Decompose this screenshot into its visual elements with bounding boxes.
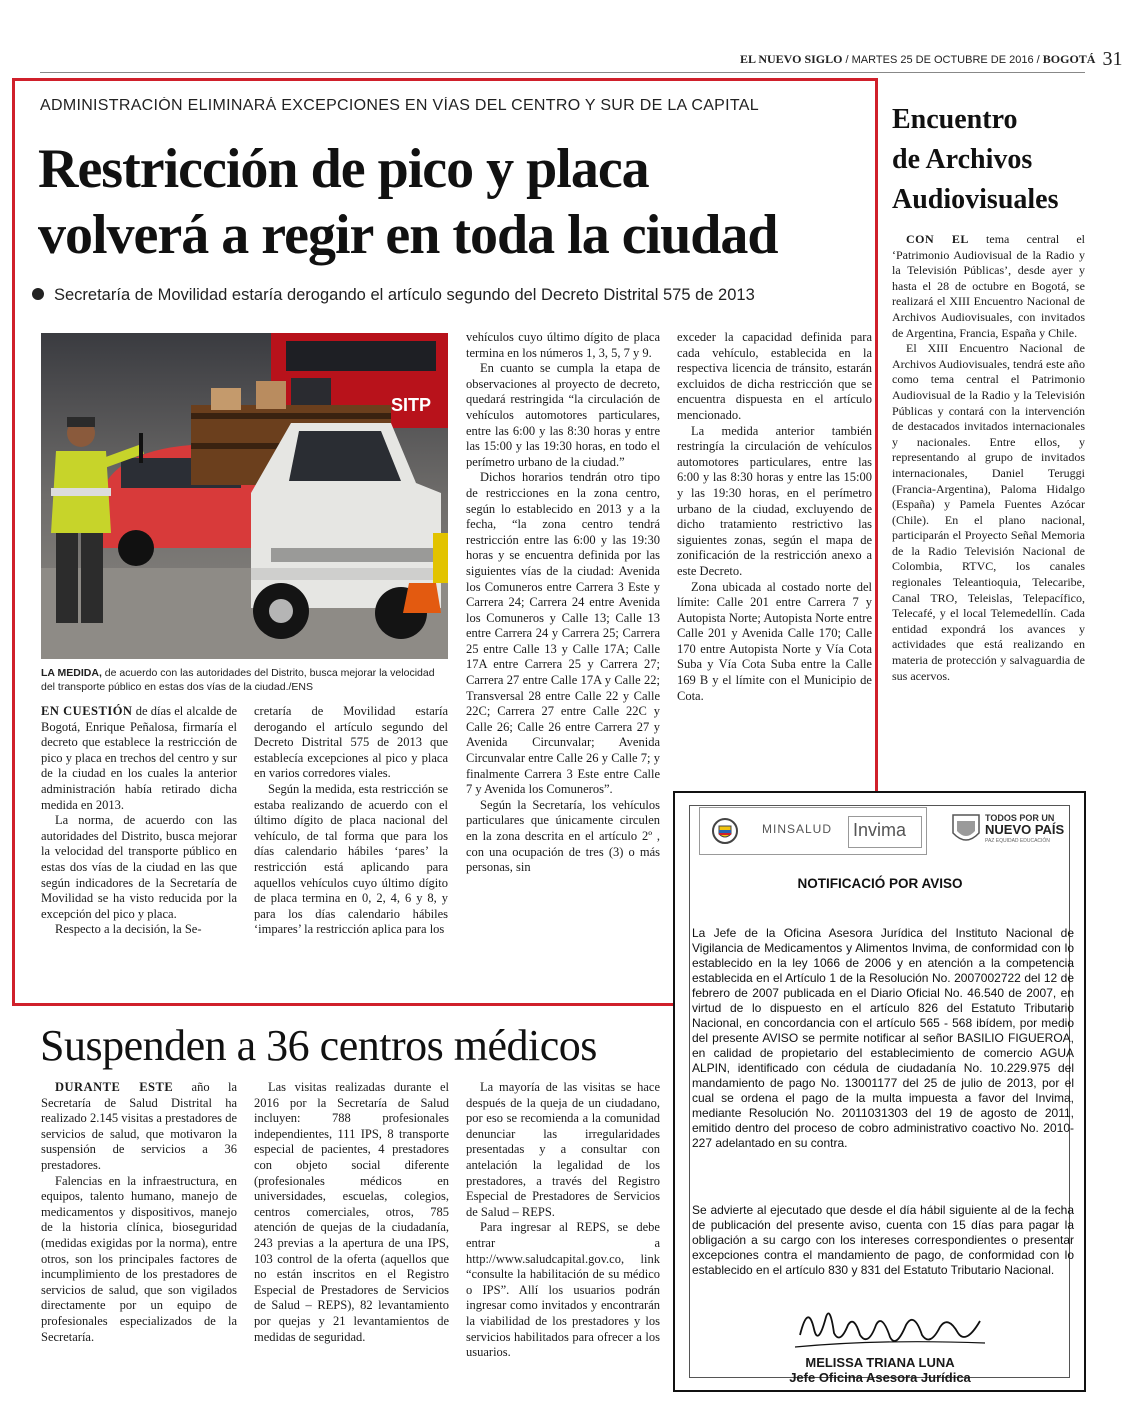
government-shield-icon	[951, 813, 981, 847]
article-headline	[38, 136, 868, 268]
masthead-section: BOGOTÁ	[1042, 52, 1096, 66]
newspaper-name: EL NUEVO SIGLO	[740, 52, 843, 66]
paragraph: La medida anterior también restringía la circulación de vehículos automotores particulares, entre las 6:00 y las 8:30 horas y entre las 15:00 y las 19:30 horas, en el perímetro urbano de la ciudad, excluyendo de dicho tratamiento restrictivo las siguientes zonas, según el mapa de zonificación de la restricción anexo a este Decreto.	[677, 423, 872, 578]
photo-caption	[41, 666, 448, 694]
paragraph: vehículos cuyo último dígito de placa termina en los números 1, 3, 5, 7 y 9.	[466, 330, 660, 360]
notice-title: NOTIFICACIÓ POR AVISO	[797, 876, 963, 891]
traffic-photo-illustration	[41, 333, 448, 659]
article-column-3	[466, 330, 660, 876]
masthead	[740, 48, 1123, 72]
paragraph: La mayoría de las visitas se hace después de la queja de un ciudadano, por eso se recomienda a la comunidad denunciar las irregularidades presentadas y a consultar con antelación la legalidad de los prestadores, a través del Registro Especial de Prestadores de Servicios de Salud – REPS.	[466, 1080, 660, 1219]
paragraph: cretaría de Movilidad estaría derogando el artículo segundo del Decreto Distrital 575 de 2013 que establecía excepciones al pico y placa en varios corredores viales.	[254, 704, 448, 781]
government-logo: TODOS POR UN NUEVO PAÍS PAZ EQUIDAD EDUCACIÓN	[951, 811, 1071, 855]
paragraph: Según la Secretaría, los vehículos particulares que únicamente circulen en la zona descrita en el artículo 2º , con una ocupación de tres (3) o más personas, sin	[466, 797, 660, 875]
subhead-text: Secretaría de Movilidad estaría derogando el artículo segundo del Decreto Distrital 575 de 2013	[54, 286, 755, 304]
article-kicker: ADMINISTRACIÓN ELIMINARÁ EXCEPCIONES EN VÍAS DEL CENTRO Y SUR DE LA CAPITAL	[40, 97, 759, 114]
bus-logo-text: SITP	[391, 395, 432, 415]
sidebar-title: Encuentro de Archivos Audiovisuales	[892, 104, 1059, 215]
second-article-headline: Suspenden a 36 centros médicos	[40, 1021, 597, 1070]
article-column-1	[41, 704, 237, 938]
paragraph: Dichos horarios tendrán otro tipo de restricciones en la zona centro, según lo establecido en 2013 y a la fecha, “la zona centro tendrá restricción entre las 6:00 y las 19:30 horas y se encuentra definida por las siguientes vías de la ciudad: Avenida los Comuneros entre Carrera 3 Este y Carrera 24; Carrera 24 entre Avenida los Comuneros y Calle 13; Calle 13 entre Carrera 24 y Carrera 25; Carrera 25 entre Calle 13 y Calle 17A; Calle 17A entre Carrera 25 y Carrera 27; Carrera 27 entre Calle 17A y Calle 22; Transversal 28 entre Calle 22 y Calle 22C; Carrera 27 entre Calle 22C y Calle 26; Calle 26 entre Carrera 27 y Avenida Circunvalar; Avenida Circunvalar entre Calle 26 y Calle 7; y finalmente Carrera 3 Este entre Calle 7 y Avenida los Comuneros”.	[466, 470, 660, 797]
lead-in: DURANTE ESTE	[55, 1080, 174, 1094]
bullet-icon	[32, 288, 44, 300]
paragraph: Zona ubicada al costado norte del límite: Calle 201 entre Carrera 7 y Autopista Norte; Autopista Norte entre Calle 201 y Avenida Calle 170; Calle 170 entre Autopista Norte y Vía Cota Suba y Vía Cota Suba entre la Calle 169 B y el límite con el Municipio de Cota.	[677, 579, 872, 703]
handwritten-signature	[790, 1295, 990, 1359]
article-column-4	[677, 330, 872, 704]
notice-logo-bar	[699, 807, 927, 855]
article-subhead	[32, 286, 870, 305]
paragraph: En cuanto se cumpla la etapa de observaciones al proyecto de decreto, quedará restringida “la circulación de vehículos automotores particulares, entre las 6:00 y las 8:30 horas y entre las 15:00 y las 19:30 horas, en todo el perímetro urbano de la ciudad.”	[466, 361, 660, 469]
signer-title: Jefe Oficina Asesora Jurídica	[789, 1370, 971, 1385]
article-photo	[41, 333, 448, 659]
paragraph: exceder la capacidad definida para cada vehículo, establecida en la respectiva licencia de tránsito, estarán excluidos de dicha restricción que se encuentra dispuesta en el artículo mencionado.	[677, 330, 872, 422]
minsalud-logo: MINSALUD	[762, 822, 833, 836]
headline-line-2: volverá a regir en toda la ciudad	[38, 204, 778, 266]
second-article-column-2	[254, 1080, 449, 1345]
caption-text: de acuerdo con las autoridades del Distrito, busca mejorar la velocidad del transporte público en estas dos vías de la ciudad./ENS	[41, 667, 435, 693]
paragraph: DURANTE ESTE año la Secretaría de Salud Distrital ha realizado 2.145 visitas a prestadores de servicios de salud, que motivaron la suspensión de servicios a 36 prestadores.	[41, 1080, 237, 1172]
paragraph: Respecto a la decisión, la Se-	[55, 922, 202, 937]
sidebar-body	[892, 232, 1085, 684]
paragraph: El XIII Encuentro Nacional de Archivos Audiovisuales, tendrá este año como tema central el Patrimonio Audiovisual de la Radio y la Televisión Públicas y contará con la intervención de destacados invitados internacionales y nacionales. Entre ellos, y representando al grupo de invitados internacionales, Daniel Teruggi (Francia-Argentina), Paloma Hidalgo (España) y Pamela Fuentes Azócar (Chile). En el plano nacional, participarán el Proyecto Señal Memoria de la Radio Televisión Nacional de Colombia, RTVC, los canales regionales Teleantioquia, Telecaribe, Canal TRO, Teleislas, Telepacífico, Telecafé, y el local Telemedellín. Cada entidad expondrá los avances y actividades que está realizando en materia de protección y salvaguardia de sus acervos.	[892, 341, 1085, 683]
paragraph: Las visitas realizadas durante el 2016 por la Secretaría de Salud incluyen: 788 profesionales independientes, 111 IPS, 8 transporte especial de pacientes, 4 prestadores con objeto social diferente (profesionales médicos en universidades, escuelas, colegios, centros comerciales, otros, 785 atención de quejas de la ciudadanía, 243 previas a la apertura de una IPS, 103 control de la oferta (aquellos que no están inscritos en el Registro Especial de Prestadores de Servicios de Salud – REPS), 82 levantamiento por quejas y 21 levantamientos de medidas de seguridad.	[254, 1080, 449, 1344]
article-column-2	[254, 704, 448, 938]
invima-logo: Invima	[848, 816, 922, 848]
paragraph: EN CUESTIÓN de días el alcalde de Bogotá, Enrique Peñalosa, firmaría el decreto que establece la restricción de pico y placa en trechos del centro y sur de la ciudad en los cuales la anterior administración había retirado dicha medida en 2013.	[41, 704, 237, 812]
paragraph: La norma, de acuerdo con las autoridades del Distrito, busca mejorar la velocidad del transporte público en estas dos vías de la ciudad en las que según indicadores de la Secretaría de Movilidad se ha visto reducida por la excepción del pico y placa.	[41, 813, 237, 921]
masthead-date: / MARTES 25 DE OCTUBRE DE 2016 /	[845, 54, 1040, 66]
paragraph: Según la medida, esta restricción se estaba realizando de acuerdo con el último dígito de placa nacional del vehículo, de tal forma que para los días calendario hábiles ‘pares’ la restricción está aplicando para aquellos vehículos cuyo último dígito de placa termina en 0, 2, 4, 6 y 8, y para los días calendario hábiles ‘impares’ la restricción aplica para los	[254, 781, 448, 937]
signature-block	[690, 1355, 1070, 1385]
page-number: 31	[1102, 48, 1123, 70]
signer-name: MELISSA TRIANA LUNA	[805, 1355, 955, 1370]
lead-in: EN CUESTIÓN	[41, 704, 133, 718]
second-article-column-1	[41, 1080, 237, 1345]
paragraph: Para ingresar al REPS, se debe entrar a http://www.saludcapital.gov.co, link “consulte la habilitación de su médico o IPS”. Allí los usuarios podrán ingresar como invitados y encontrarán la viabilidad de los prestadores y los servicios habilitados para ofrecer a los usuarios.	[466, 1220, 660, 1360]
lead-in: CON EL	[906, 232, 969, 246]
notice-paragraph-1: La Jefe de la Oficina Asesora Jurídica del Instituto Nacional de Vigilancia de Medicamentos y Alimentos Invima, de conformidad con lo establecido en la ley 1066 de 2006 y en atención a la competencia establecida en el Artículo 1 de la Resolución No. 2007002722 del 12 de febrero de 2007 publicada en el Diario Oficial No. 46.540 de 2007, en virtud de lo dispuesto en el artículo 826 del Estatuto Tributario Nacional, en concordancia con el artículo 565 - 568 ibídem, por medio del presente AVISO se permite notificar al señor BASILIO FIGUEROA, en calidad de propietario del establecimiento de comercio AGUA ALPIN, identificado con cédula de ciudadanía No. 10.229.975 del mandamiento de pago No. 13001177 del 25 de julio de 2013, por el cual se ordena el pago de la multa impuesta a favor del Invima, mediante Resolución No. 2011031303 del 19 de agosto de 2011, emitido dentro del proceso de cobro administrativo coactivo No. 2010-227 adelantado en su contra.	[692, 926, 1074, 1150]
top-rule	[40, 72, 1085, 73]
headline-line-1: Restricción de pico y placa	[38, 138, 649, 200]
caption-lead: LA MEDIDA,	[41, 667, 102, 679]
notice-paragraph-2: Se advierte al ejecutado que desde el día hábil siguiente al de la fecha de publicación del presente aviso, cuenta con 15 días para pagar la obligación a su cargo con los intereses correspondientes o presentar excepciones contra el mandamiento de pago, de conformidad con lo establecido en el artículo 830 y 831 del Estatuto Tributario Nacional.	[692, 1203, 1074, 1277]
second-article-column-3	[466, 1080, 660, 1361]
colombia-coat-of-arms-icon	[710, 816, 740, 846]
paragraph: CON EL tema central el ‘Patrimonio Audiovisual de la Radio y la Televisión Públicas’, desde ayer y hasta el 28 de octubre en Bogotá, se realizará el XIII Encuentro Nacional de Archivos Audiovisuales, con invitados de Argentina, Francia, España y Chile.	[892, 232, 1085, 340]
paragraph: Falencias en la infraestructura, en equipos, talento humano, manejo de medicamentos y dispositivos, manejo de la historia clínica, bioseguridad (medidas exigidas por la norma), entre otros, son los principales factores de incumplimiento de los prestadores de servicios de salud, que son vigilados directamente por un equipo de profesionales especializados de la Secretaría.	[41, 1173, 237, 1344]
